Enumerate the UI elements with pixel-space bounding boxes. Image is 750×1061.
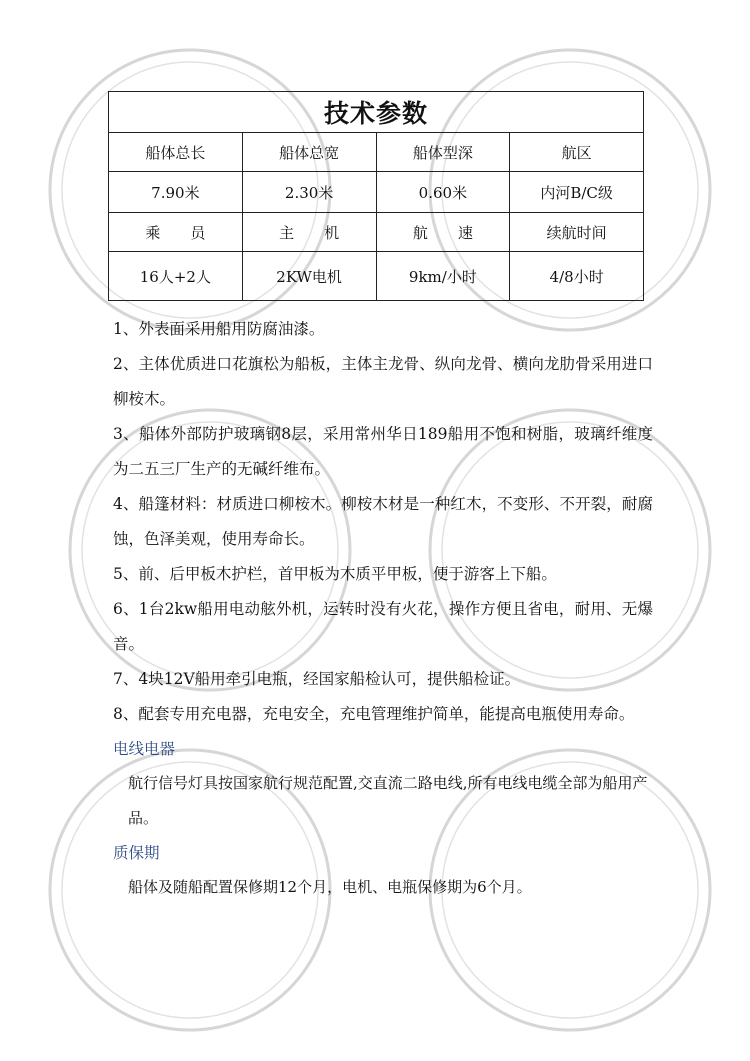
table-header-row-1 xyxy=(109,133,644,172)
header-cell: 乘 员 xyxy=(109,213,243,252)
value-cell: 2.30米 xyxy=(242,172,376,213)
header-cell: 船体总长 xyxy=(109,133,243,172)
list-item: 8、配套专用充电器，充电安全，充电管理维护简单，能提高电瓶使用寿命。 xyxy=(113,705,635,723)
value-cell: 7.90米 xyxy=(109,172,243,213)
list-item: 4、船篷材料：材质进口柳桉木。柳桉木材是一种红木，不变形、不开裂，耐腐蚀，色泽美观，使用寿命长。 xyxy=(113,495,653,548)
value-cell: 9km/小时 xyxy=(376,252,510,301)
header-cell: 主 机 xyxy=(242,213,376,252)
table-title: 技术参数 xyxy=(109,92,644,133)
value-cell: 内河B/C级 xyxy=(510,172,644,213)
value-cell: 16人+2人 xyxy=(109,252,243,301)
spec-content xyxy=(113,312,653,905)
list-item: 6、1台2kw船用电动舷外机，运转时没有火花，操作方便且省电，耐用、无爆音。 xyxy=(113,600,653,653)
table-value-row-1 xyxy=(109,172,644,213)
value-cell: 2KW电机 xyxy=(242,252,376,301)
header-cell: 船体总宽 xyxy=(242,133,376,172)
header-cell: 续航时间 xyxy=(510,213,644,252)
spec-table xyxy=(108,91,644,301)
table-value-row-2 xyxy=(109,252,644,301)
electrical-text: 航行信号灯具按国家航行规范配置,交直流二路电线,所有电线电缆全部为船用产品。 xyxy=(128,774,648,827)
list-item: 7、4块12V船用牵引电瓶，经国家船检认可，提供船检证。 xyxy=(113,670,521,688)
list-item: 1、外表面采用船用防腐油漆。 xyxy=(113,320,325,338)
list-item: 2、主体优质进口花旗松为船板，主体主龙骨、纵向龙骨、横向龙肋骨采用进口柳桉木。 xyxy=(113,355,653,408)
value-cell: 0.60米 xyxy=(376,172,510,213)
value-cell: 4/8小时 xyxy=(510,252,644,301)
header-cell: 航区 xyxy=(510,133,644,172)
table-header-row-2 xyxy=(109,213,644,252)
warranty-heading: 质保期 xyxy=(113,844,160,862)
header-cell: 船体型深 xyxy=(376,133,510,172)
list-item: 5、前、后甲板木护栏，首甲板为木质平甲板，便于游客上下船。 xyxy=(113,565,557,583)
header-cell: 航 速 xyxy=(376,213,510,252)
table-title-row xyxy=(109,92,644,133)
electrical-heading: 电线电器 xyxy=(113,740,176,758)
list-item: 3、船体外部防护玻璃钢8层，采用常州华日189船用不饱和树脂，玻璃纤维度为二五三厂生产的无碱纤维布。 xyxy=(113,425,653,478)
warranty-text: 船体及随船配置保修期12个月，电机、电瓶保修期为6个月。 xyxy=(128,878,532,896)
